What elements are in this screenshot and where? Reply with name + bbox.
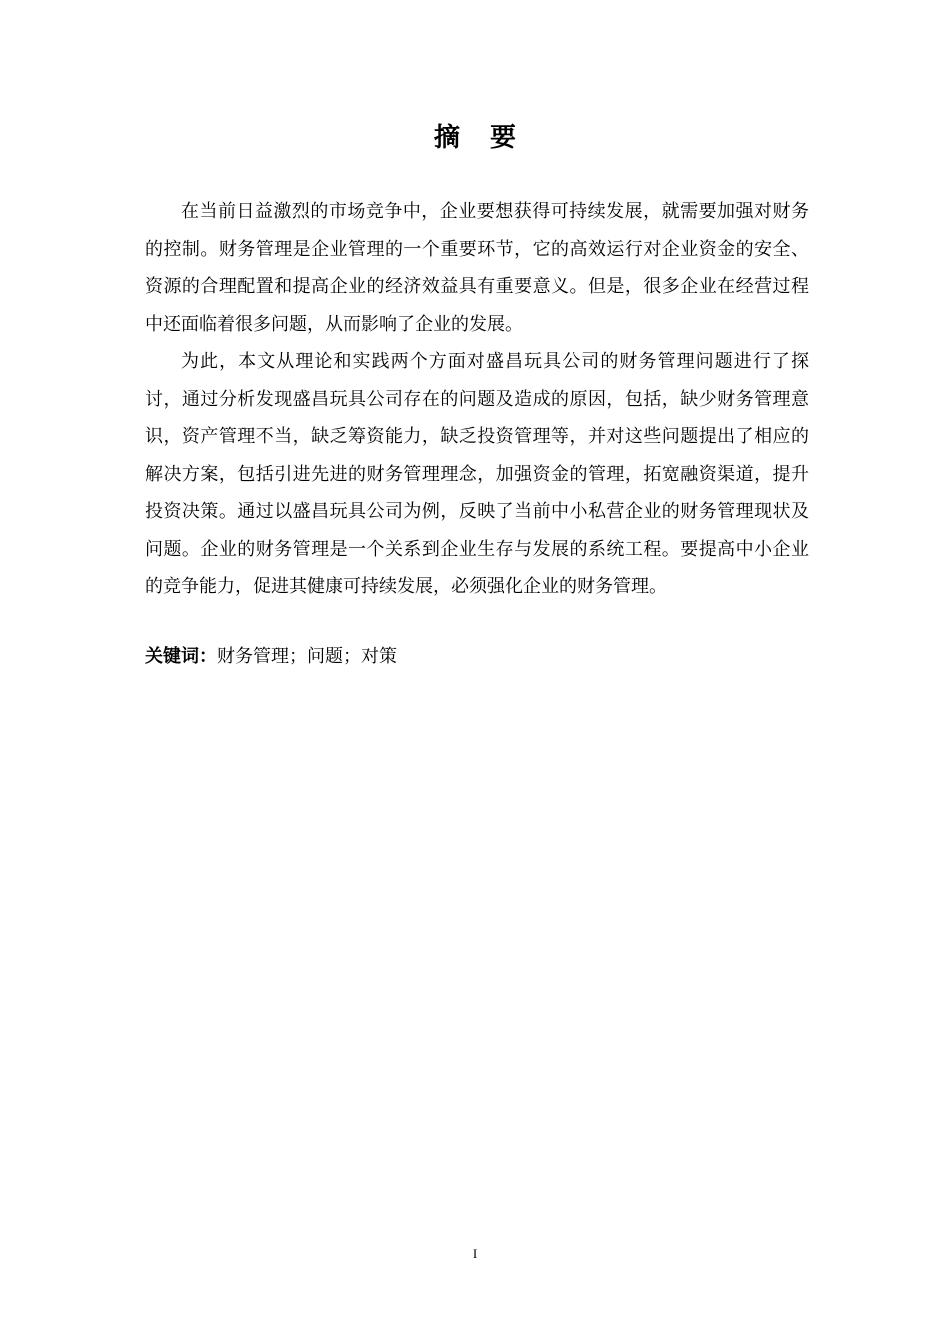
abstract-title: 摘要 bbox=[433, 123, 546, 153]
keywords-line bbox=[145, 640, 809, 674]
keywords-text: 财务管理；问题；对策 bbox=[217, 646, 397, 667]
abstract-body bbox=[145, 193, 809, 606]
abstract-paragraph-1: 在当前日益激烈的市场竞争中，企业要想获得可持续发展，就需要加强对财务的控制。财务管理是企业管理的一个重要环节，它的高效运行对企业资金的安全、资源的合理配置和提高企业的经济效益具有重要意义。但是，很多企业在经营过程中还面临着很多问题，从而影响了企业的发展。 bbox=[145, 201, 809, 335]
abstract-paragraph-2: 为此，本文从理论和实践两个方面对盛昌玩具公司的财务管理问题进行了探讨，通过分析发现盛昌玩具公司存在的问题及造成的原因，包括，缺少财务管理意识，资产管理不当，缺乏筹资能力，缺乏投资管理等，并对这些问题提出了相应的解决方案，包括引进先进的财务管理理念，加强资金的管理，拓宽融资渠道，提升投资决策。通过以盛昌玩具公司为例，反映了当前中小私营企业的财务管理现状及问题。企业的财务管理是一个关系到企业生存与发展的系统工程。要提高中小企业的竞争能力，促进其健康可持续发展，必须强化企业的财务管理。 bbox=[145, 351, 809, 597]
keywords-label: 关键词： bbox=[145, 646, 217, 667]
page-number: I bbox=[472, 1246, 478, 1261]
